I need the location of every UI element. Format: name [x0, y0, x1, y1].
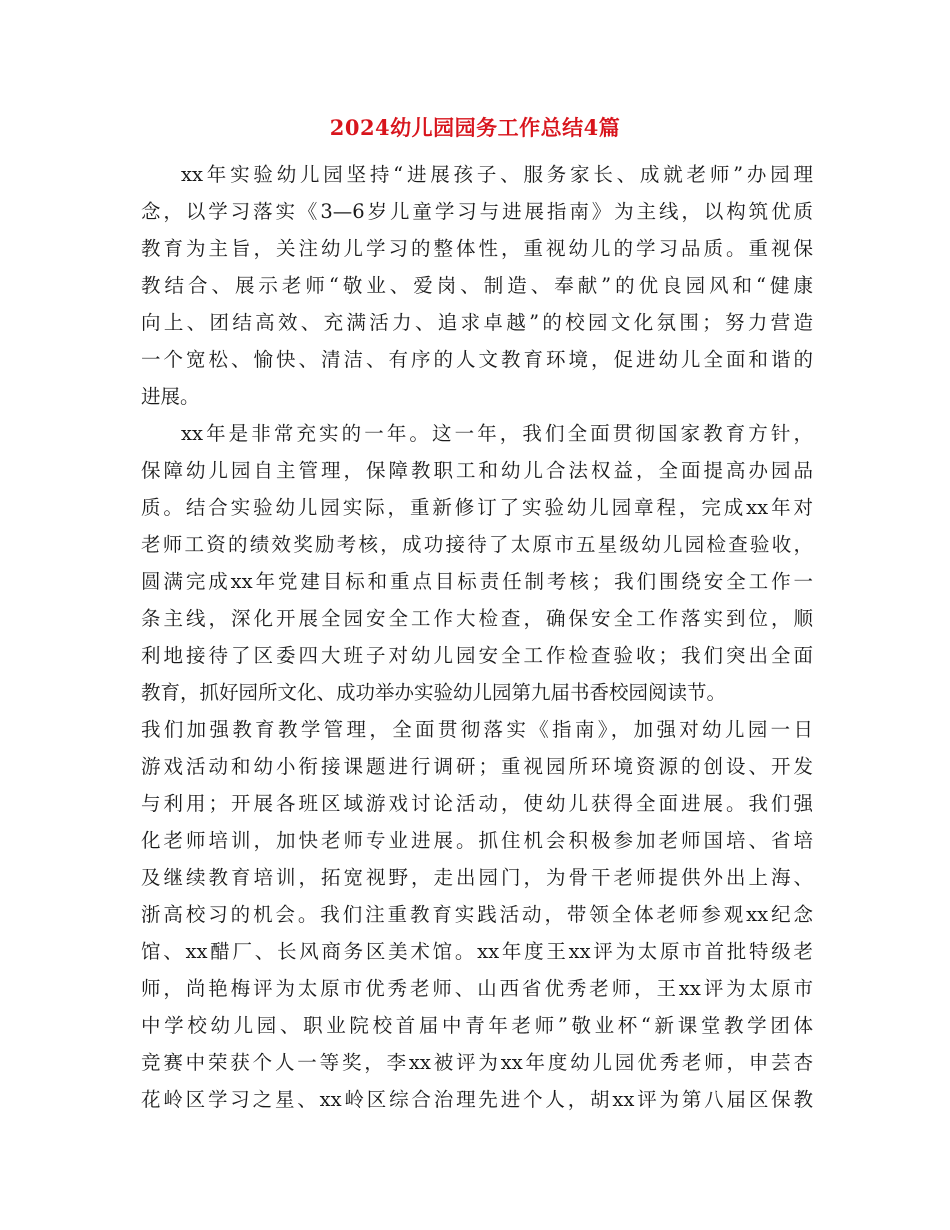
text-line: 一个宽松、愉快、清洁、有序的人文教育环境，促进幼儿全面和谐的	[141, 348, 813, 371]
text-line: 向上、团结高效、充满活力、追求卓越”的校园文化氛围；努力营造	[141, 311, 813, 334]
text-line: 浙高校习的机会。我们注重教育实践活动，带领全体老师参观xx纪念	[141, 903, 813, 926]
document-title: 2024幼儿园园务工作总结4篇	[329, 115, 621, 140]
text-line: 保障幼儿园自主管理，保障教职工和幼儿合法权益，全面提高办园品	[141, 459, 813, 482]
text-line: 与利用；开展各班区域游戏讨论活动，使幼儿获得全面进展。我们强	[141, 792, 813, 815]
text-line: 及继续教育培训，拓宽视野，走出园门，为骨干老师提供外出上海、	[141, 866, 813, 889]
text-line: 老师工资的绩效奖励考核，成功接待了太原市五星级幼儿园检查验收，	[141, 533, 813, 556]
document-body	[141, 156, 813, 1118]
text-line: 教育，抓好园所文化、成功举办实验幼儿园第九届书香校园阅读节。	[141, 681, 727, 704]
text-line: 教结合、展示老师“敬业、爱岗、制造、奉献”的优良园风和“健康	[141, 274, 813, 297]
text-line: 馆、xx醋厂、长风商务区美术馆。xx年度王xx评为太原市首批特级老	[141, 940, 813, 963]
text-line: 游戏活动和幼小衔接课题进行调研；重视园所环境资源的创设、开发	[141, 755, 813, 778]
text-line: 中学校幼儿园、职业院校首届中青年老师”敬业杯“新课堂教学团体	[141, 1014, 813, 1037]
text-line: 质。结合实验幼儿园实际，重新修订了实验幼儿园章程，完成xx年对	[141, 496, 813, 519]
text-line: xx年实验幼儿园坚持“进展孩子、服务家长、成就老师”办园理	[181, 163, 813, 186]
text-line: 教育为主旨，关注幼儿学习的整体性，重视幼儿的学习品质。重视保	[141, 237, 813, 260]
paragraph-1	[141, 156, 813, 415]
paragraph-2	[141, 415, 813, 1118]
text-line: 念，以学习落实《3—6岁儿童学习与进展指南》为主线，以构筑优质	[141, 200, 813, 223]
text-line: 圆满完成xx年党建目标和重点目标责任制考核；我们围绕安全工作一	[141, 570, 813, 593]
text-line: 条主线，深化开展全园安全工作大检查，确保安全工作落实到位，顺	[141, 607, 813, 630]
text-line: 进展。	[141, 385, 200, 408]
text-line: 我们加强教育教学管理，全面贯彻落实《指南》，加强对幼儿园一日	[141, 718, 813, 741]
text-line: 利地接待了区委四大班子对幼儿园安全工作检查验收；我们突出全面	[141, 644, 813, 667]
text-line: 化老师培训，加快老师专业进展。抓住机会积极参加老师国培、省培	[141, 829, 813, 852]
text-line: 师，尚艳梅评为太原市优秀老师、山西省优秀老师，王xx评为太原市	[141, 977, 813, 1000]
text-line: xx年是非常充实的一年。这一年，我们全面贯彻国家教育方针，	[181, 422, 813, 445]
text-line: 竞赛中荣获个人一等奖，李xx被评为xx年度幼儿园优秀老师，申芸杏	[141, 1051, 813, 1074]
text-line: 花岭区学习之星、xx岭区综合治理先进个人，胡xx评为第八届区保教	[141, 1088, 813, 1111]
